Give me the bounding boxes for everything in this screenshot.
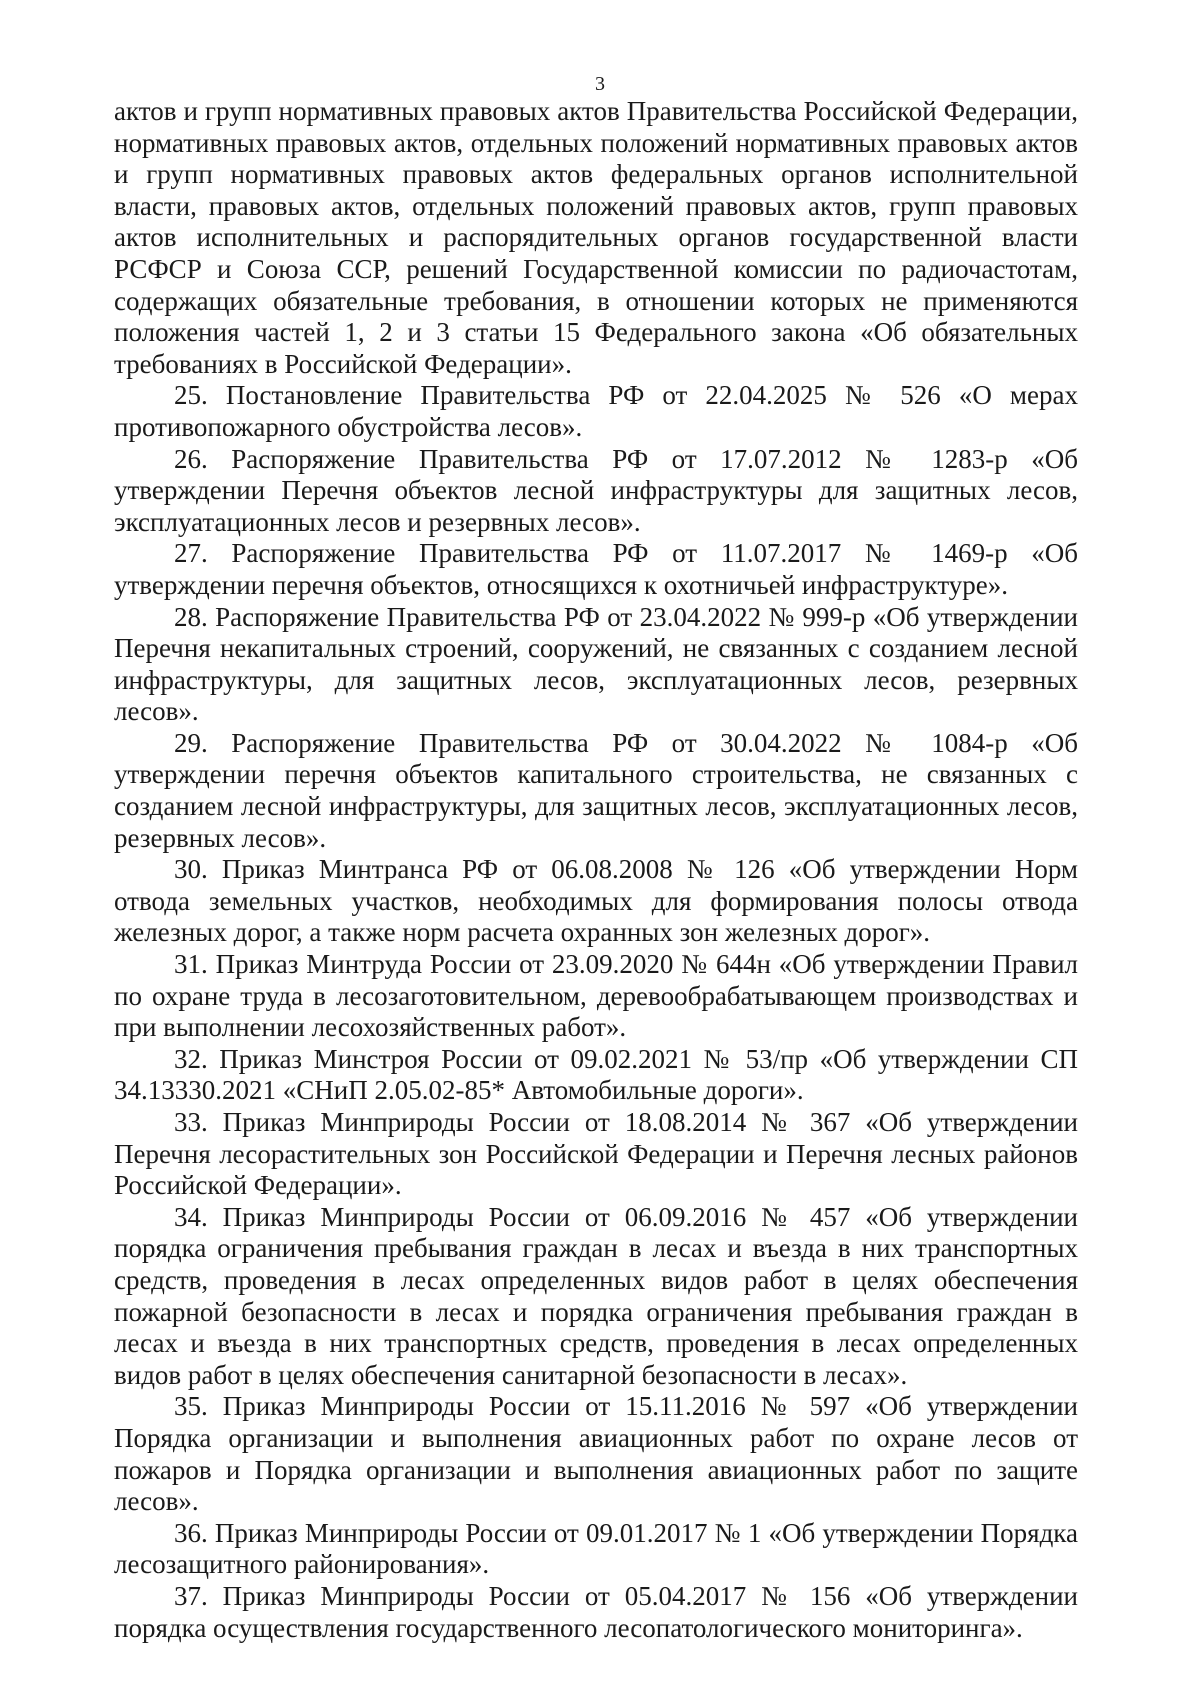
list-item-33: 33. Приказ Минприроды России от 18.08.2014 № 367 «Об утверждении Перечня лесорастительных зон Российской Федерации и Перечня лесных районов Российской Федерации». (114, 1107, 1078, 1201)
list-item-32: 32. Приказ Минстроя России от 09.02.2021 № 53/пр «Об утверждении СП 34.13330.2021 «СНиП 2.05.02-85* Автомобильные дороги». (114, 1043, 1078, 1106)
list-item-37: 37. Приказ Минприроды России от 05.04.2017 № 156 «Об утверждении порядка осуществления государственного лесопатологического мониторинга». (114, 1580, 1078, 1643)
list-item-25: 25. Постановление Правительства РФ от 22.04.2025 № 526 «О мерах противопожарного обустройства лесов». (114, 380, 1078, 442)
list-item-36: 36. Приказ Минприроды России от 09.01.2017 № 1 «Об утверждении Порядка лесозащитного районирования». (114, 1517, 1078, 1580)
list-item-31: 31. Приказ Минтруда России от 23.09.2020 № 644н «Об утверждении Правил по охране труда в лесозаготовительном, деревообрабатывающем производствах и при выполнении лесохозяйственных работ». (114, 949, 1078, 1043)
list-item-35: 35. Приказ Минприроды России от 15.11.2016 № 597 «Об утверждении Порядка организации и выполнения авиационных работ по охране лесов от пожаров и Порядка организации и выполнения авиационных работ по защите лесов». (114, 1391, 1078, 1517)
list-item-28: 28. Распоряжение Правительства РФ от 23.04.2022 № 999-р «Об утверждении Перечня некапитальных строений, сооружений, не связанных с созданием лесной инфраструктуры, для защитных лесов, эксплуатационных лесов, резервных лесов». (114, 601, 1078, 727)
list-item-34: 34. Приказ Минприроды России от 06.09.2016 № 457 «Об утверждении порядка ограничения пребывания граждан в лесах и въезда в них транспортных средств, проведения в лесах определенных видов работ в целях обеспечения пожарной безопасности в лесах и порядка ограничения пребывания граждан в лесах и въезда в них транспортных средств, проведения в лесах определенных видов работ в целях обеспечения санитарной безопасности в лесах». (114, 1201, 1078, 1390)
list-item-30: 30. Приказ Минтранса РФ от 06.08.2008 № 126 «Об утверждении Норм отвода земельных участков, необходимых для формирования полосы отвода железных дорог, а также норм расчета охранных зон железных дорог». (114, 854, 1078, 948)
document-body (114, 96, 1078, 1644)
paragraph-continuation: актов и групп нормативных правовых актов Правительства Российской Федерации, нормативных правовых актов, отдельных положений нормативных правовых актов и групп нормативных правовых актов федеральных органов исполнительной власти, правовых актов, отдельных положений правовых актов, групп правовых актов исполнительных и распорядительных органов государственной власти РСФСР и Союза ССР, решений Государственной комиссии по радиочастотам, содержащих обязательные требования, в отношении которых не применяются положения частей 1, 2 и 3 статьи 15 Федерального закона «Об обязательных требованиях в Российской Федерации». (114, 96, 1078, 379)
page-number: 3 (595, 73, 605, 95)
list-item-26: 26. Распоряжение Правительства РФ от 17.07.2012 № 1283-р «Об утверждении Перечня объектов лесной инфраструктуры для защитных лесов, эксплуатационных лесов и резервных лесов». (114, 443, 1078, 537)
list-item-27: 27. Распоряжение Правительства РФ от 11.07.2017 № 1469-р «Об утверждении перечня объектов, относящихся к охотничьей инфраструктуре». (114, 538, 1078, 600)
list-item-29: 29. Распоряжение Правительства РФ от 30.04.2022 № 1084-р «Об утверждении перечня объектов капитального строительства, не связанных с созданием лесной инфраструктуры, для защитных лесов, эксплуатационных лесов, резервных лесов». (114, 727, 1078, 853)
